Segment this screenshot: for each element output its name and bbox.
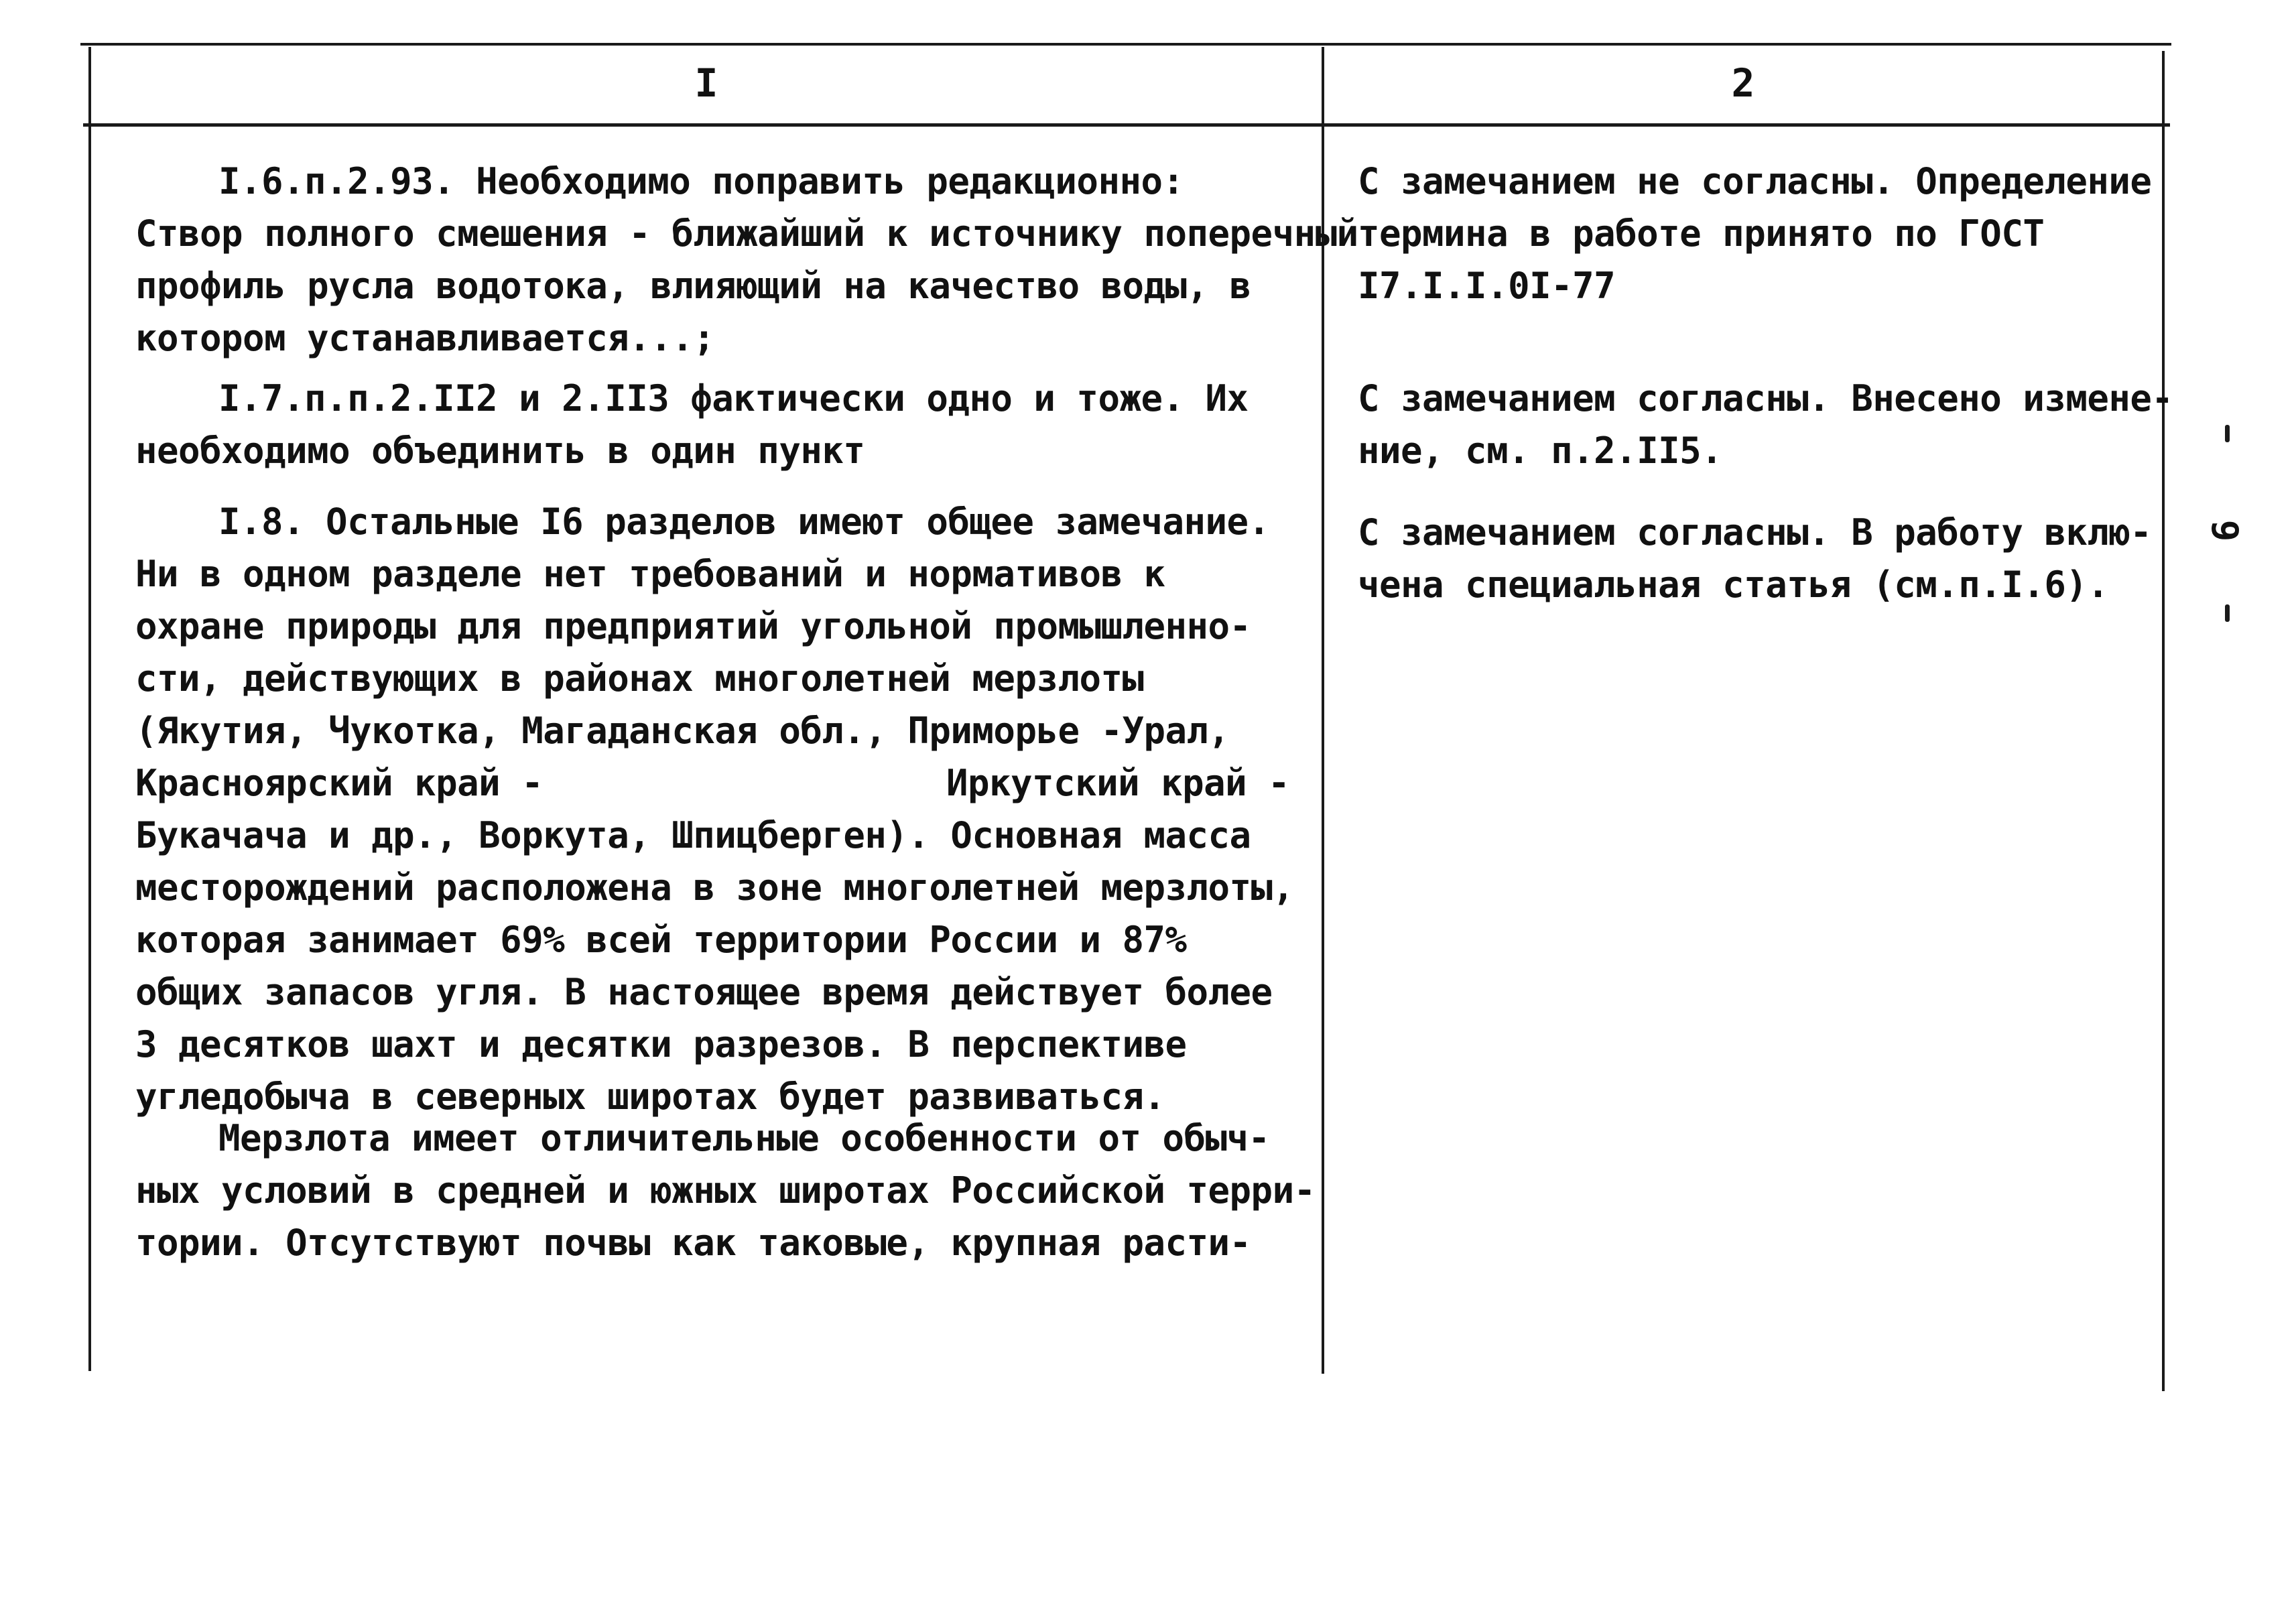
remark-1-6 — [135, 155, 1358, 365]
text-line: тории. Отсутствуют почвы как таковые, крупная расти- — [135, 1222, 1251, 1264]
text-line: I.8. Остальные I6 разделов имеют общее замечание. — [218, 501, 1270, 543]
text-line: I.6.п.2.93. Необходимо поправить редакционно: — [218, 160, 1184, 202]
text-line: Букачача и др., Воркута, Шпицберген). Основная масса — [135, 814, 1251, 856]
text-line: I7.I.I.0I-77 — [1358, 265, 1616, 307]
page-number-dash-top — [2225, 425, 2230, 442]
text-line: общих запасов угля. В настоящее время действует более — [135, 971, 1273, 1013]
text-line: (Якутия, Чукотка, Магаданская обл., Приморье -Урал, — [135, 710, 1230, 752]
text-line: угледобыча в северных широтах будет развиваться. — [135, 1076, 1165, 1118]
remark-1-7 — [135, 373, 1249, 477]
text-line-left: Красноярский край - — [135, 762, 544, 804]
text-line: охране природы для предприятий угольной промышленно- — [135, 605, 1251, 647]
text-line-split — [135, 757, 1294, 809]
text-line: месторождений расположена в зоне многолетней мерзлоты, — [135, 866, 1294, 909]
text-line: Створ полного смешения - ближайший к источнику поперечный — [135, 212, 1358, 255]
text-line: ние, см. п.2.II5. — [1358, 430, 1723, 472]
text-line: С замечанием не согласны. Определение — [1358, 160, 2152, 202]
remark-permafrost — [135, 1112, 1316, 1269]
page-number-dash-bottom — [2225, 604, 2230, 622]
text-line: С замечанием согласны. В работу вклю- — [1358, 511, 2152, 554]
text-line: необходимо объединить в один пункт — [135, 430, 865, 472]
column-header-2: 2 — [1731, 60, 1755, 106]
text-line: Мерзлота имеет отличительные особенности от обыч- — [218, 1117, 1270, 1159]
column-header-1: I — [694, 60, 718, 106]
text-line: Ни в одном разделе нет требований и нормативов к — [135, 553, 1165, 595]
response-1-8 — [1358, 507, 2151, 611]
text-line: профиль русла водотока, влияющий на качество воды, в — [135, 265, 1251, 307]
text-line: которая занимает 69% всей территории России и 87% — [135, 919, 1187, 961]
text-line-right: Иркутский край - — [946, 762, 1290, 804]
response-1-6 — [1358, 155, 2151, 312]
text-line: ных условий в средней и южных широтах Российской терри- — [135, 1169, 1316, 1212]
text-line: I.7.п.п.2.II2 и 2.II3 фактически одно и тоже. Их — [218, 377, 1249, 419]
table-left-border — [88, 47, 91, 1371]
response-1-7 — [1358, 373, 2173, 477]
text-line: чена специальная статья (см.п.I.6). — [1358, 564, 2109, 606]
page-number: 9 — [2204, 519, 2246, 542]
text-line: 3 десятков шахт и десятки разрезов. В перспективе — [135, 1023, 1187, 1065]
text-line: котором устанавливается...; — [135, 317, 715, 359]
table-header-border — [83, 123, 2170, 127]
table-right-border — [2162, 51, 2165, 1391]
remark-1-8 — [135, 496, 1294, 1123]
text-line: С замечанием согласны. Внесено измене- — [1358, 377, 2173, 419]
table-top-border — [80, 43, 2171, 46]
text-line: сти, действующих в районах многолетней мерзлоты — [135, 657, 1144, 700]
text-line: термина в работе принято по ГОСТ — [1358, 212, 2045, 255]
